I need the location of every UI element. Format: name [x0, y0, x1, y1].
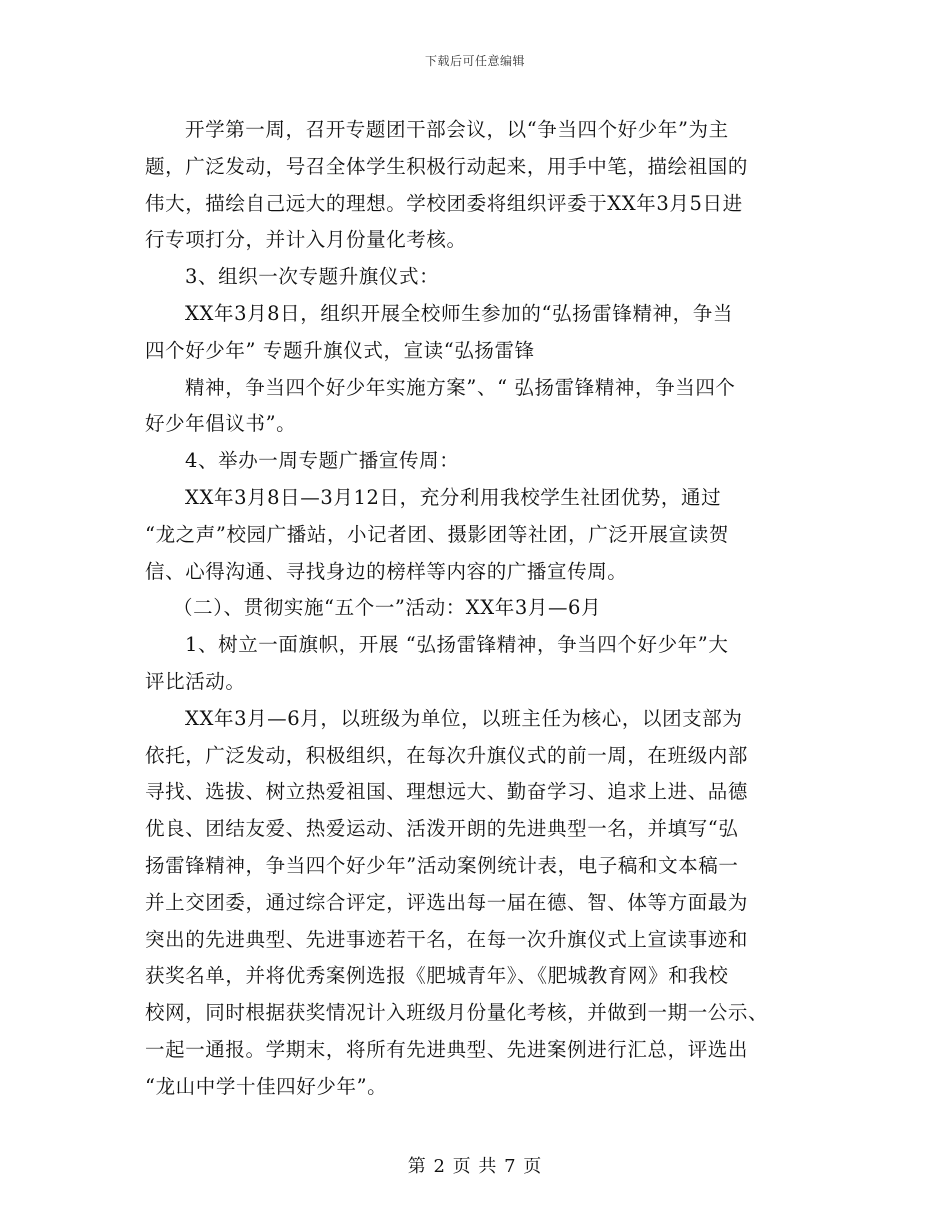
text-line: 校网，同时根据获奖情况计入班级月份量化考核，并做到一期一公示、 [145, 1001, 769, 1025]
text-line: 好少年倡议书”。 [145, 412, 297, 436]
text-line: 开学第一周，召开专题团干部会议，以“争当四个好少年”为主 [185, 118, 729, 141]
text-line: XX年3月8日，组织开展全校师生参加的“弘扬雷锋精神，争当 [185, 301, 733, 325]
text-line: 扬雷锋精神，争当四个好少年”活动案例统计表，电子稿和文本稿一 [145, 853, 739, 877]
text-line: 一起一通报。学期末，将所有先进典型、先进案例进行汇总，评选出 [145, 1037, 749, 1061]
text-line: 四个好少年” 专题升旗仪式，宣读“弘扬雷锋 [145, 338, 535, 362]
text-line: 寻找、选拔、树立热爱祖国、理想远大、勤奋学习、追求上进、品德 [145, 780, 749, 804]
section-heading: 3、组织一次专题升旗仪式： [185, 265, 440, 289]
text-line: “龙山中学十佳四好少年”。 [145, 1074, 388, 1098]
text-line: 评比活动。 [145, 669, 246, 693]
document-body [145, 112, 810, 1106]
text-line: 依托，广泛发动，积极组织，在每次升旗仪式的前一周，在班级内部 [145, 743, 749, 767]
section-heading: 1、树立一面旗帜，开展 “弘扬雷锋精神，争当四个好少年”大 [185, 633, 729, 657]
text-line: 精神，争当四个好少年实施方案”、“ 弘扬雷锋精神，争当四个 [185, 375, 736, 399]
text-line: 突出的先进典型、先进事迹若干名，在每一次升旗仪式上宣读事迹和 [145, 927, 749, 951]
text-line: 行专项打分，并计入月份量化考核。 [145, 228, 467, 252]
section-heading: （二）、贯彻实施“五个一”活动：XX年3月—6月 [173, 596, 602, 620]
text-line: 伟大，描绘自己远大的理想。学校团委将组织评委于XX年3月5日进 [145, 191, 743, 215]
text-line: 获奖名单，并将优秀案例选报《肥城青年》、《肥城教育网》和我校 [145, 964, 729, 988]
text-line: 题，广泛发动，号召全体学生积极行动起来，用手中笔，描绘祖国的 [145, 154, 749, 178]
text-line: XX年3月—6月，以班级为单位，以班主任为核心，以团支部为 [185, 706, 743, 730]
text-line: 优良、团结友爱、热爱运动、活泼开朗的先进典型一名，并填写“弘 [145, 817, 739, 841]
section-heading: 4、举办一周专题广播宣传周： [185, 449, 460, 473]
page-header: 下载后可任意编辑 [424, 54, 525, 68]
text-line: 并上交团委，通过综合评定，评选出每一届在德、智、体等方面最为 [145, 890, 749, 914]
page-number: 第 2 页 共 7 页 [407, 1156, 543, 1177]
text-line: XX年3月8日—3月12日，充分利用我校学生社团优势，通过 [185, 485, 722, 509]
text-line: “龙之声”校园广播站，小记者团、摄影团等社团，广泛开展宣读贺 [145, 522, 729, 546]
text-line: 信、心得沟通、寻找身边的榜样等内容的广播宣传周。 [145, 559, 628, 583]
